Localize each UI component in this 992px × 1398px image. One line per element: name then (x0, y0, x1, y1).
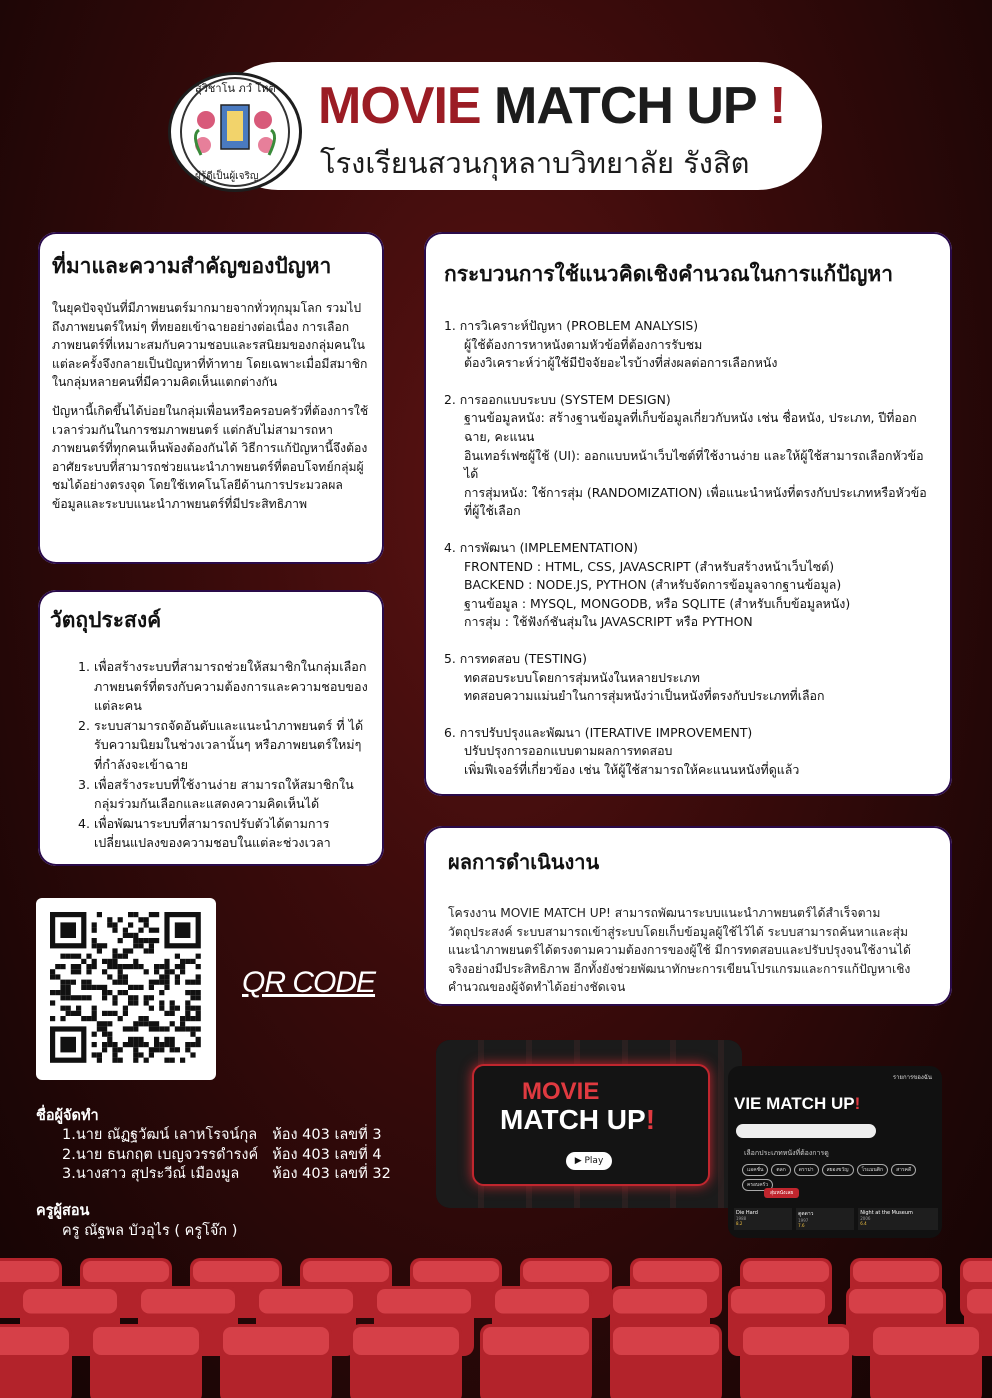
title-match-up: MATCH UP (494, 77, 756, 135)
maker-room: ห้อง 403 เลขที่ 32 (272, 1166, 391, 1182)
logo-motto-top: สุวิชาโน ภวํ โหติ (195, 82, 276, 95)
step-line: BACKEND : NODE.JS, PYTHON (สำหรับจัดการข้อมูลจากฐานข้อมูล) (464, 577, 842, 593)
title-movie: MOVIE (318, 77, 481, 135)
movie-name: Night at the Museum (860, 1210, 913, 1216)
objectives-list (50, 657, 372, 853)
process-heading: กระบวนการใช้แนวคิดเชิงคำนวณในการแก้ปัญหา (444, 262, 894, 286)
background-card (38, 232, 384, 564)
title-exclamation: ! (769, 77, 786, 135)
table-row (62, 1165, 405, 1185)
selector-title-text: VIE MATCH UP (734, 1094, 855, 1113)
step-line: การสุ่ม : ใช้ฟังก์ชันสุ่มใน JAVASCRIPT หรือ PYTHON (464, 614, 753, 630)
movie-name: ดูดดาว (798, 1211, 814, 1217)
table-row (62, 1146, 405, 1166)
my-list-link[interactable]: รายการของฉัน (892, 1074, 932, 1081)
step-line: อินเทอร์เฟซผู้ใช้ (UI): ออกแบบหน้าเว็บไซต์ที่ใช้งานง่าย และให้ผู้ใช้สามารถเลือกหัวข้อได้ (464, 447, 924, 482)
maker-name: 3.นางสาว สุประวีณ์ เมืองมูล (62, 1166, 240, 1182)
logo-motto-bottom: ผู้รู้ดีเป็นผู้เจริญ (195, 171, 259, 182)
step-line: ฐานข้อมูลหนัง: สร้างฐานข้อมูลที่เก็บข้อมูลเกี่ยวกับหนัง เช่น ชื่อหนัง, ประเภท, ปีที่ออกฉาย, คะแนน (464, 410, 917, 444)
genre-prompt: เลือกประเภทหนังที่ต้องการดู (744, 1149, 829, 1157)
movie-year: 1988 (736, 1216, 747, 1221)
step-title: 5. การทดสอบ (TESTING) (444, 650, 587, 666)
makers-heading: ชื่อผู้จัดทำ (36, 1108, 99, 1124)
makers-table (62, 1126, 405, 1185)
table-row (62, 1126, 405, 1146)
objectives-card (38, 590, 384, 866)
random-button[interactable]: สุ่มหนังเลย (764, 1188, 799, 1198)
step-line: ทดสอบระบบโดยการสุ่มหนังในหลายประเภท (464, 669, 700, 685)
movie-score: 7.6 (798, 1223, 805, 1228)
genre-chip[interactable]: ครอบครัว (742, 1179, 773, 1191)
genre-chip[interactable]: ดราม่า (794, 1164, 819, 1176)
objective-item: 2. ระบบสามารถจัดอันดับและแนะนำภาพยนตร์ ที่ ได้รับความนิยมในช่วงเวลานั้นๆ หรือภาพยนตร์ใหม่ๆ ที่กำลังจะเข้าฉาย (94, 716, 372, 775)
app-screenshot-selector (728, 1066, 942, 1238)
genre-chips (742, 1164, 938, 1191)
results-card (424, 826, 952, 1006)
landing-title-movie: MOVIE (522, 1078, 600, 1105)
qr-code-pattern (36, 898, 216, 1080)
objective-item: 1. เพื่อสร้างระบบที่สามารถช่วยให้สมาชิกในกลุ่มเลือกภาพยนตร์ที่ตรงกับความต้องการและความชอบของแต่ละคน (94, 657, 372, 716)
objectives-heading: วัตถุประสงค์ (50, 608, 162, 632)
credits (36, 1106, 405, 1241)
list-item[interactable] (734, 1208, 792, 1230)
landing-title-text: MATCH UP (500, 1104, 646, 1135)
step-line: ปรับปรุงการออกแบบตามผลการทดสอบ (464, 743, 673, 759)
process-step (444, 317, 932, 373)
step-line: ทดสอบความแม่นยำในการสุ่มหนังว่าเป็นหนังที่ตรงกับประเภทที่เลือก (464, 688, 825, 704)
school-logo (168, 72, 302, 192)
movie-results (734, 1208, 938, 1230)
genre-chip[interactable]: สารคดี (891, 1164, 916, 1176)
results-text: โครงงาน MOVIE MATCH UP! สามารถพัฒนาระบบแนะนำภาพยนตร์ได้สำเร็จตามวัตถุประสงค์ ระบบสามารถเข้าสู่ระบบโดยเก็บข้อมูลผู้ใช้ไว้ได้ ระบบสามารถค้นหาและสุ่มแนะนำภาพยนตร์ได้ตรงตามความต้องการของผู้ใช้ มีการทดสอบและปรับปรุงจนใช้งานได้จริงอย่างมีประสิทธิภาพ อีกทั้งยังช่วยพัฒนาทักษะการเขียนโปรแกรมและการแก้ปัญหาเชิงคำนวณของผู้จัดทำได้อย่างชัดเจน (448, 906, 911, 994)
step-line: ฐานข้อมูล : MYSQL, MONGODB, หรือ SQLITE (สำหรับเก็บข้อมูลหนัง) (464, 595, 851, 611)
list-item[interactable] (858, 1208, 938, 1230)
play-icon: ▶ (574, 1156, 582, 1166)
play-label: Play (584, 1156, 604, 1166)
maker-name: 2.นาย ธนกฤต เบญจวรรดำรงค์ (62, 1146, 259, 1163)
genre-chip[interactable]: โรแมนติก (857, 1164, 889, 1176)
landing-title-bang: ! (645, 1104, 656, 1135)
process-step (444, 391, 932, 521)
results-heading: ผลการดำเนินงาน (448, 850, 600, 874)
process-step (444, 650, 932, 706)
selector-title-bang: ! (854, 1094, 861, 1113)
landing-title-match-up (500, 1104, 655, 1136)
step-line: เพิ่มฟีเจอร์ที่เกี่ยวข้อง เช่น ให้ผู้ใช้สามารถให้คะแนนหนังที่ดูแล้ว (464, 761, 800, 777)
selector-title (734, 1094, 860, 1114)
objective-item: 3. เพื่อสร้างระบบที่ใช้งานง่าย สามารถให้สมาชิกในกลุ่มร่วมกันเลือกและแสดงความคิดเห็นได้ (94, 775, 372, 814)
process-step (444, 724, 932, 780)
step-line: การสุ่มหนัง: ใช้การสุ่ม (RANDOMIZATION) เพื่อแนะนำหนังที่ตรงกับประเภทหรือหัวข้อที่ผู้ใช้เลือก (464, 484, 927, 519)
page-title (318, 76, 785, 136)
background-heading: ที่มาและความสำคัญของปัญหา (52, 254, 332, 278)
movie-score: 6.4 (860, 1221, 867, 1226)
step-line: ต้องวิเคราะห์ว่าผู้ใช้มีปัจจัยอะไรบ้างที่ส่งผลต่อการเลือกหนัง (464, 355, 778, 371)
cinema-seats-decoration (0, 1240, 992, 1398)
maker-room: ห้อง 403 เลขที่ 3 (272, 1127, 382, 1143)
background-paragraph-2: ปัญหานี้เกิดขึ้นได้บ่อยในกลุ่มเพื่อนหรือครอบครัวที่ต้องการใช้เวลาร่วมกันในการชมภาพยนตร์ แต่กลับไม่สามารถหาภาพยนตร์ที่ทุกคนเห็นพ้องต้องกันได้ วิธีการแก้ปัญหานี้จึงต้องอาศัยระบบที่สามารถช่วยแนะนำภาพยนตร์ที่ตอบโจทย์กลุ่มผู้ชมได้อย่างตรงจุด โดยใช้เทคโนโลยีด้านการประมวลผลข้อมูลและระบบแนะนำภาพยนตร์ที่มีประสิทธิภาพ (52, 403, 369, 511)
maker-room: ห้อง 403 เลขที่ 4 (272, 1146, 382, 1163)
step-title: 4. การพัฒนา (IMPLEMENTATION) (444, 539, 638, 555)
genre-chip[interactable]: แอคชั่น (742, 1164, 768, 1176)
teacher-heading: ครูผู้สอน (36, 1202, 90, 1219)
background-paragraph-1: ในยุคปัจจุบันที่มีภาพยนตร์มากมายจากทั่วทุกมุมโลก รวมไปถึงภาพยนตร์ใหม่ๆ ที่ทยอยเข้าฉายอย่างต่อเนื่อง การเลือกภาพยนตร์ที่เหมาะสมกับความชอบและรสนิยมของกลุ่มคนในแต่ละครั้งจึงกลายเป็นปัญหาที่ท้าทาย โดยเฉพาะเมื่อมีสมาชิกในกลุ่มหลายคนที่มีความคิดเห็นแตกต่างกัน (52, 301, 368, 390)
step-title: 1. การวิเคราะห์ปัญหา (PROBLEM ANALYSIS) (444, 318, 699, 333)
movie-year: 2006 (860, 1216, 871, 1221)
play-button[interactable] (566, 1152, 612, 1170)
qr-code[interactable] (36, 898, 216, 1080)
search-input[interactable] (736, 1124, 876, 1138)
movie-score: 8.2 (736, 1221, 743, 1226)
movie-name: Die Hard (736, 1210, 758, 1216)
step-title: 2. การออกแบบระบบ (SYSTEM DESIGN) (444, 391, 671, 407)
step-line: FRONTEND : HTML, CSS, JAVASCRIPT (สำหรับสร้างหน้าเว็บไซต์) (464, 558, 835, 574)
list-item[interactable] (796, 1208, 854, 1230)
genre-chip[interactable]: ตลก (771, 1164, 790, 1176)
teacher-name: ครู ณัฐพล บัวอุไร ( ครูโจ๊ก ) (62, 1222, 238, 1239)
step-title: 6. การปรับปรุงและพัฒนา (ITERATIVE IMPROVEMENT) (444, 724, 753, 740)
process-card (424, 232, 952, 796)
app-screenshot-landing (436, 1040, 742, 1208)
step-line: ผู้ใช้ต้องการหาหนังตามหัวข้อที่ต้องการรับชม (464, 336, 703, 352)
school-name: โรงเรียนสวนกุหลาบวิทยาลัย รังสิต (320, 146, 750, 180)
qr-label: QR CODE (242, 966, 376, 999)
objective-item: 4. เพื่อพัฒนาระบบที่สามารถปรับตัวได้ตามการเปลี่ยนแปลงของความชอบในแต่ละช่วงเวลา (94, 814, 372, 853)
process-step (444, 539, 932, 632)
movie-year: 1997 (798, 1218, 809, 1223)
genre-chip[interactable]: สยองขวัญ (822, 1164, 854, 1176)
maker-name: 1.นาย ณัฏฐวัฒน์ เลาหโรจน์กุล (62, 1127, 258, 1143)
